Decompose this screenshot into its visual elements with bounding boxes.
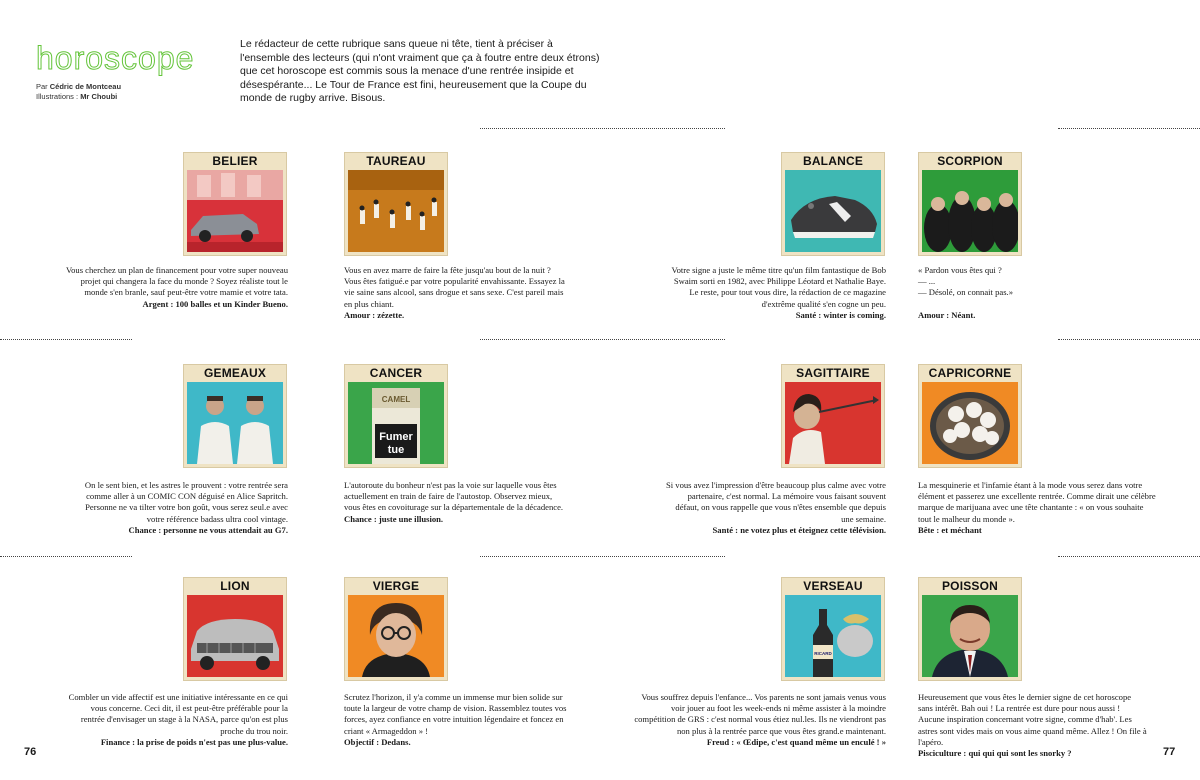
sign-label: BELIER	[212, 154, 258, 168]
separator	[1058, 128, 1200, 129]
sign-label: CAPRICORNE	[928, 366, 1012, 380]
intro-paragraph: Le rédacteur de cette rubrique sans queue ni tête, tient à préciser à l'ensemble des lecteurs (qui n'ont vraiment que ça à foutre entre deux étrons) que cet horoscope est commis sous la menace d'une rentrée insipide et désespérante... Le Tour de France est fini, heureusement que la Coupe du monde de rugby arrive. Bisous.	[240, 38, 600, 104]
svg-text:Fumer: Fumer	[379, 431, 413, 443]
taureau-text: Vous en avez marre de faire la fête jusqu'au bout de la nuit ? Vous êtes fatigué.e par votre popularité envahissante. Essayez la vie saine sans alcool, sans drogue et sans sexe. C'est pareil mais en plus chiant. Amour : zézette.	[344, 265, 569, 321]
separator	[1058, 556, 1200, 557]
scorpion-forecast: Amour : Néant.	[918, 309, 976, 320]
svg-text:CAMEL: CAMEL	[381, 395, 411, 404]
sign-label: LION	[220, 579, 250, 593]
sagittaire-illustration	[785, 382, 881, 464]
verseau-card	[781, 577, 885, 681]
separator	[480, 128, 725, 129]
scorpion-card	[918, 152, 1022, 256]
verseau-illustration	[785, 595, 881, 677]
taureau-forecast: Amour : zézette.	[344, 309, 405, 320]
capricorne-illustration	[922, 382, 1018, 464]
separator	[480, 556, 725, 557]
svg-text:tue: tue	[387, 444, 405, 456]
sign-label: BALANCE	[802, 154, 864, 168]
verseau-text: Vous souffrez depuis l'enfance... Vos parents ne sont jamais venus vous voir jouer au foot les week-ends ni même assister à la moindre compétition de GRS : c'est normal vous étiez nul.les. Ils ne viendront pas non plus à la rentrée parce que vous êtes grand.e maintenant. Freud : « Œdipe, c'est quand même un enculé ! »	[634, 692, 886, 747]
taureau-illustration	[348, 170, 444, 252]
cancer-text: L'autoroute du bonheur n'est pas la voie sur laquelle vous êtes actuellement en train de faire de l'autostop. Observez mieux, vous êtes en covoiturage sur la départementale de la décadence. Chance : juste une illusion.	[344, 480, 569, 525]
sagittaire-text: Si vous avez l'impression d'être beaucoup plus calme avec votre partenaire, c'est normal. La mémoire vous faisant souvent défaut, on vous rappelle que vous n'êtes ensemble que depuis une semaine. Santé : ne votez plus et éteignez cette télévision.	[665, 480, 886, 535]
lion-illustration	[187, 595, 283, 677]
sign-label: TAUREAU	[366, 154, 426, 168]
poisson-card	[918, 577, 1022, 681]
sagittaire-forecast: Santé : ne votez plus et éteignez cette télévision.	[712, 524, 886, 535]
separator	[1058, 339, 1200, 340]
balance-text: Votre signe a juste le même titre qu'un film fantastique de Bob Swaim sorti en 1982, avec Philippe Léotard et Nathalie Baye. Le reste, pour tout vous dire, la rédaction de ce magazine d'extrême qualité s'en cogne un peu. Santé : winter is coming.	[664, 265, 886, 321]
cancer-illustration	[348, 382, 444, 464]
gemeaux-card	[183, 364, 287, 468]
capricorne-card	[918, 364, 1022, 468]
separator	[0, 339, 132, 340]
svg-text:RICARD: RICARD	[814, 651, 832, 656]
sign-label: CANCER	[369, 366, 423, 380]
lion-text: Combler un vide affectif est une initiative intéressante en ce qui vous concerne. Ceci dit, il est peut-être préférable pour la rentrée d'envisager un stage à la NASA, parce qu'on est plus proche du trou noir. Finance : la prise de poids n'est pas une plus-value.	[66, 692, 288, 748]
separator	[480, 339, 725, 340]
belier-text: Vous cherchez un plan de financement pour votre super nouveau projet qui changera la face du monde ? Soyez réaliste tout le monde s'en branle, sauf peut-être votre mamie et votre tata. Argent : 100 balles et un Kinder Bueno.	[66, 265, 289, 309]
sign-label: POISSON	[941, 579, 999, 593]
sign-label: GEMEAUX	[203, 366, 267, 380]
cancer-card	[344, 364, 448, 468]
belier-card	[183, 152, 287, 256]
capricorne-forecast: Bête : et méchant	[918, 524, 982, 535]
vierge-illustration	[348, 595, 444, 677]
vierge-text: Scrutez l'horizon, il y'a comme un immense mur bien solide sur toute la largeur de votre champ de vision. Rassemblez toutes vos forces, ayez confiance en votre intuition légendaire et foncez en criant « Armageddon » ! Objectif : Dedans.	[344, 692, 569, 748]
cancer-forecast: Chance : juste une illusion.	[344, 513, 444, 524]
capricorne-text: La mesquinerie et l'infamie étant à la mode vous serez dans votre élément et passerez une excellente rentrée. Comme dirait une célèbre marque de marijuana avec une tête chantante : « on vous souhaite tout le malheur du monde ». Bête : et méchant	[918, 480, 1158, 536]
page-title: horoscope	[36, 40, 195, 76]
belier-forecast: Argent : 100 balles et un Kinder Bueno.	[142, 298, 288, 309]
illustrator-credit: Illustrations : Mr Choubi	[36, 92, 118, 101]
poisson-text: Heureusement que vous êtes le dernier signe de cet horoscope sans intérêt. Bah oui ! La rentrée est dure pour nous aussi ! Aucune inspiration concernant votre signe, comme d'hab'. Les astres sont vides mais on vous aime quand même. Allez ! On file à l'apéro. Pisciculture : qui qui qui sont les snorky ?	[918, 692, 1147, 759]
balance-card	[781, 152, 885, 256]
balance-forecast: Santé : winter is coming.	[795, 309, 886, 320]
taureau-card	[344, 152, 448, 256]
lion-card	[183, 577, 287, 681]
vierge-card	[344, 577, 448, 681]
separator	[0, 556, 132, 557]
belier-illustration	[187, 170, 283, 252]
author-credit: Par Cédric de Montceau	[36, 82, 122, 91]
sign-label: SCORPION	[937, 154, 1003, 168]
sign-label: SAGITTAIRE	[796, 366, 870, 380]
verseau-forecast: Freud : « Œdipe, c'est quand même un enculé ! »	[706, 736, 886, 747]
page-number-left: 76	[24, 746, 37, 758]
gemeaux-illustration	[187, 382, 283, 464]
sagittaire-card	[781, 364, 885, 468]
gemeaux-text: On le sent bien, et les astres le prouvent : votre rentrée sera comme aller à un COMIC CON déguisé en Alice Sapritch. Personne ne va tilter votre bon goût, vous serez seul.e avec votre référence badass ultra cool vintage. Chance : personne ne vous attendait au G7.	[66, 480, 288, 536]
credits	[36, 82, 121, 102]
gemeaux-forecast: Chance : personne ne vous attendait au G7.	[128, 524, 288, 535]
scorpion-text: « Pardon vous êtes qui ? — ... — Désolé, on connait pas.» Amour : Néant.	[918, 265, 1148, 321]
sign-label: VIERGE	[372, 579, 420, 593]
vierge-forecast: Objectif : Dedans.	[344, 736, 411, 747]
scorpion-illustration	[922, 170, 1018, 252]
balance-illustration	[785, 170, 881, 252]
page-number-right: 77	[1163, 746, 1176, 758]
sign-label: VERSEAU	[803, 579, 863, 593]
poisson-illustration	[922, 595, 1018, 677]
lion-forecast: Finance : la prise de poids n'est pas une plus-value.	[100, 736, 288, 747]
poisson-forecast: Pisciculture : qui qui qui sont les snorky ?	[918, 748, 1072, 759]
